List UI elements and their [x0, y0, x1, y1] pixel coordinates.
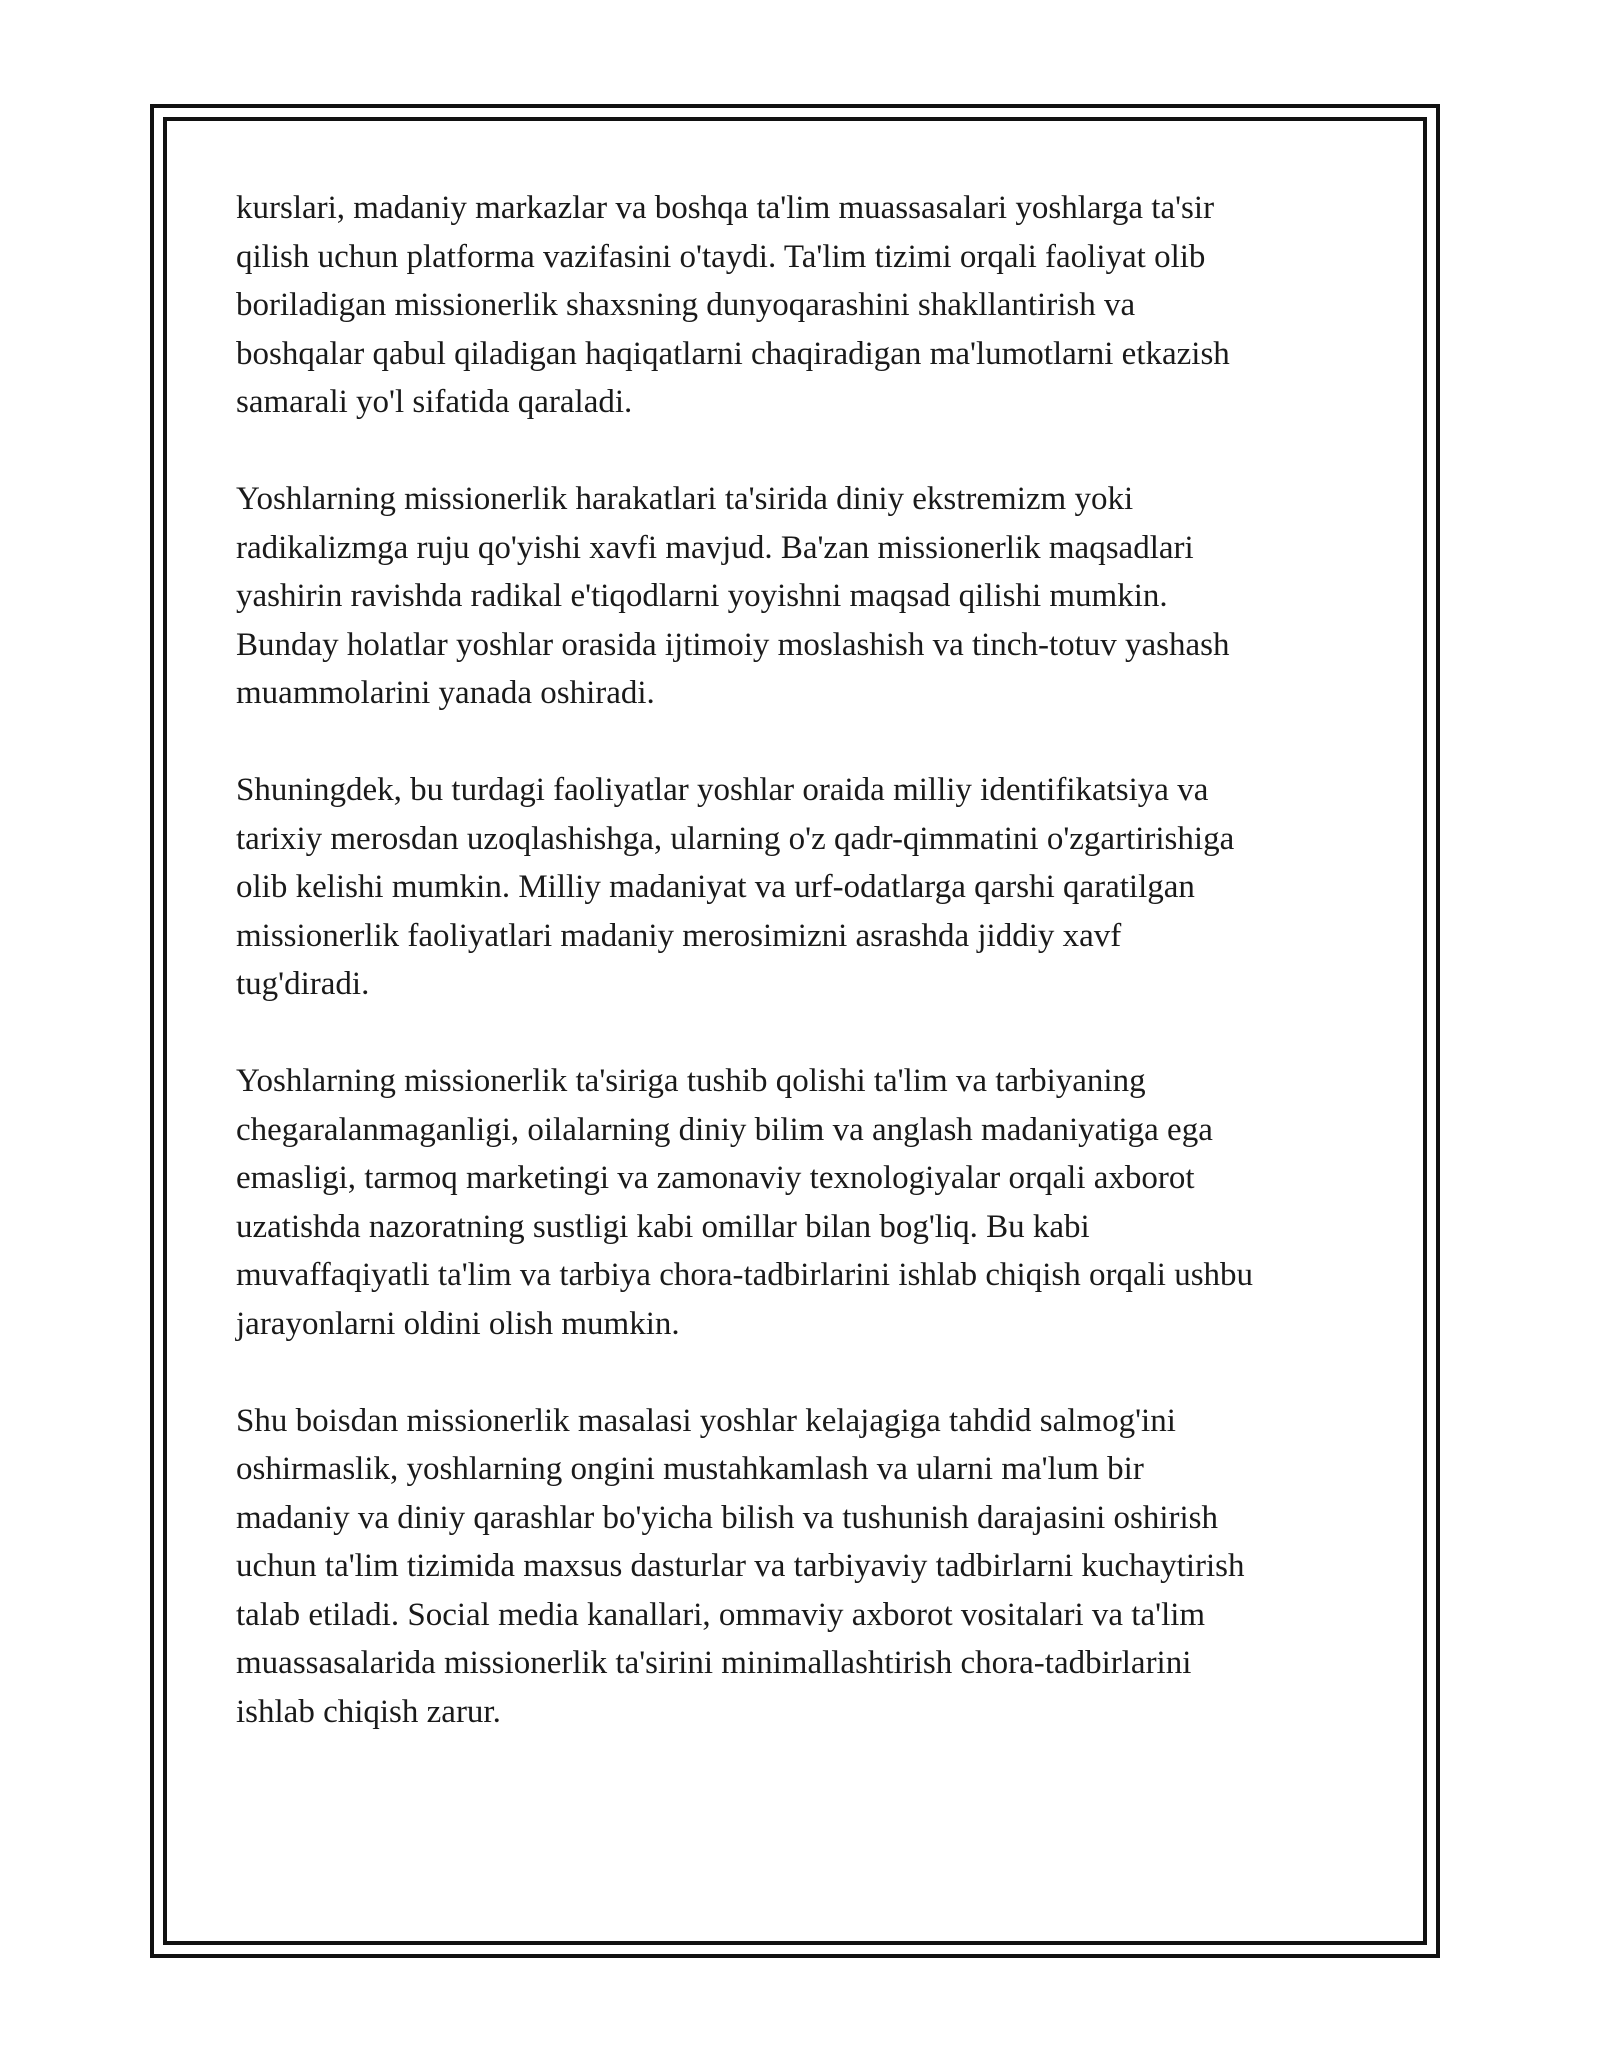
- paragraph: Yoshlarning missionerlik ta'siriga tushib qolishi ta'lim va tarbiyaning chegaralanmaganligi, oilalarning diniy bilim va anglash madaniyatiga ega emasligi, tarmoq marketingi va zamonaviy texnologiyalar orqali axborot uzatishda nazoratning sustligi kabi omillar bilan bog'liq. Bu kabi muvaffaqiyatli ta'lim va tarbiya chora-tadbirlarini ishlab chiqish orqali ushbu jarayonlarni oldini olish mumkin.: [236, 1063, 1254, 1342]
- paragraph: kurslari, madaniy markazlar va boshqa ta'lim muassasalari yoshlarga ta'sir qilish uchun platforma vazifasini o'taydi. Ta'lim tizimi orqali faoliyat olib boriladigan missionerlik shaxsning dunyoqarashini shakllantirish va boshqalar qabul qiladigan haqiqatlarni chaqiradigan ma'lumotlarni etkazish samarali yo'l sifatida qaraladi.: [236, 190, 1230, 420]
- paragraph: Shu boisdan missionerlik masalasi yoshlar kelajagiga tahdid salmog'ini oshirmaslik, yoshlarning ongini mustahkamlash va ularni ma'lum bir madaniy va diniy qarashlar bo'yicha bilish va tushunish darajasini oshirish uchun ta'lim tizimida maxsus dasturlar va tarbiyaviy tadbirlarni kuchaytirish talab etiladi. Social media kanallari, ommaviy axborot vositalari va ta'lim muassasalarida missionerlik ta'sirini minimallashtirish chora-tadbirlarini ishlab chiqish zarur.: [236, 1402, 1245, 1730]
- paragraph: Yoshlarning missionerlik harakatlari ta'sirida diniy ekstremizm yoki radikalizmga ruju qo'yishi xavfi mavjud. Ba'zan missionerlik maqsadlari yashirin ravishda radikal e'tiqodlarni yoyishni maqsad qilishi mumkin. Bunday holatlar yoshlar orasida ijtimoiy moslashish va tinch-totuv yashash muammolarini yanada oshiradi.: [236, 481, 1230, 711]
- paragraph: Shuningdek, bu turdagi faoliyatlar yoshlar oraida milliy identifikatsiya va tarixiy merosdan uzoqlashishga, ularning o'z qadr-qimmatini o'zgartirishiga olib kelishi mumkin. Milliy madaniyat va urf-odatlarga qarshi qaratilgan missionerlik faoliyatlari madaniy merosimizni asrashda jiddiy xavf tug'diradi.: [236, 772, 1235, 1002]
- document-body: [236, 184, 1376, 1785]
